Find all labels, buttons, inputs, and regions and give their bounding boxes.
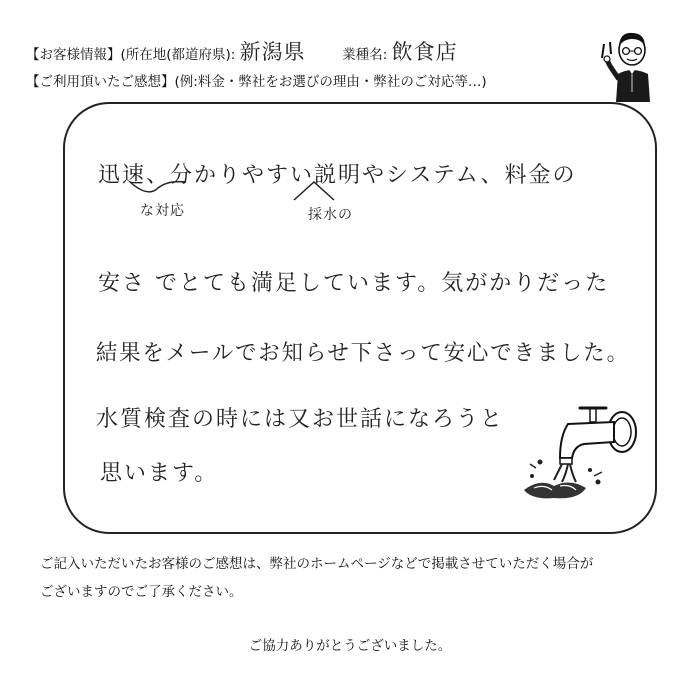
comment-line-5: 思います。 (100, 461, 219, 486)
businessman-pointing-icon (598, 22, 662, 104)
comment-line-3: 結果をメールでお知らせ下さって安心できました。 (96, 341, 630, 366)
publication-notice-line-2: ございますのでご了承ください。 (40, 584, 243, 600)
faucet-water-icon (510, 402, 642, 504)
comment-line-1: 迅速、分かりやすい説明やシステム、料金の (98, 163, 577, 188)
insert-caret-1 (128, 180, 188, 198)
impression-label: 【ご利用頂いたご感想】(例:料金・弊社をお選びの理由・弊社のご対応等…) (26, 74, 487, 90)
prefecture-value: 新潟県 (239, 40, 306, 64)
customer-info-line (26, 36, 458, 66)
comment-insert-note-1: な対応 (140, 203, 185, 219)
customer-info-label: 【お客様情報】(所在地(都道府県): (26, 47, 236, 63)
comment-line-2: 安さ でとても満足しています。気がかりだった (98, 271, 610, 296)
industry-value: 飲食店 (391, 40, 458, 64)
industry-label: 業種名: (342, 47, 388, 63)
comment-line-4: 水質検査の時には又お世話になろうと (96, 407, 505, 432)
thank-you-message: ご協力ありがとうございました。 (248, 638, 452, 654)
insert-caret-2 (292, 180, 336, 202)
publication-notice-line-1: ご記入いただいたお客様のご感想は、弊社のホームページなどで掲載させていただく場合が (40, 556, 594, 572)
comment-insert-note-2: 採水の (308, 207, 353, 223)
